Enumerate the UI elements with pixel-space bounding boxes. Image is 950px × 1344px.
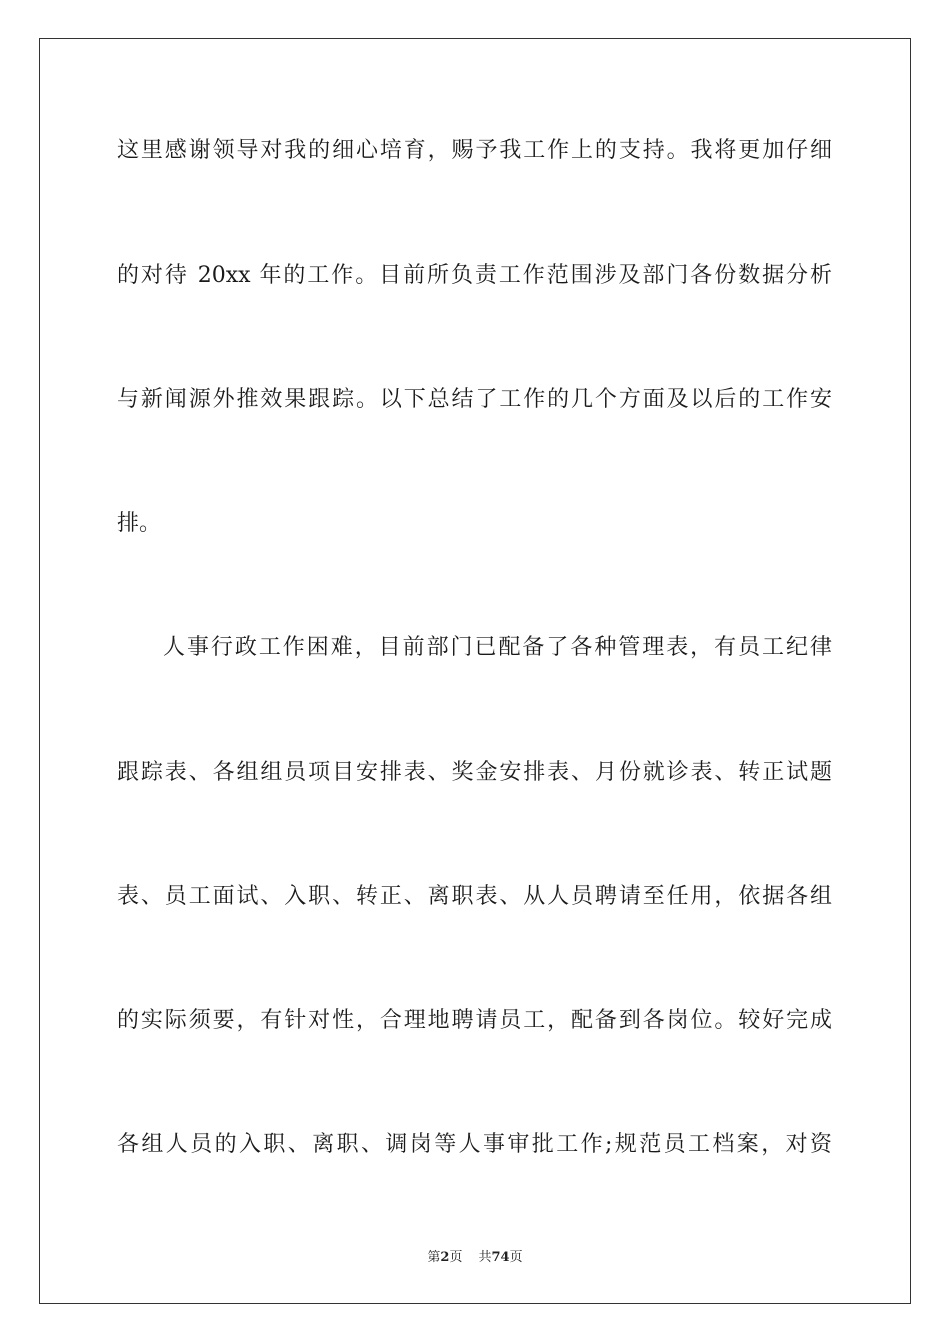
page-border (39, 38, 911, 1304)
text-line: 表、员工面试、入职、转正、离职表、从人员聘请至任用，依据各组 (117, 884, 832, 909)
page-suffix: 页 (449, 1250, 463, 1265)
total-prefix: 共 (478, 1250, 492, 1265)
text-line: 各组人员的入职、离职、调岗等人事审批工作;规范员工档案，对资 (117, 1132, 832, 1157)
total-suffix: 页 (509, 1250, 523, 1265)
text-line: 这里感谢领导对我的细心培育，赐予我工作上的支持。我将更加仔细 (117, 138, 832, 163)
page-footer (0, 1249, 950, 1267)
text-line: 的实际须要，有针对性，合理地聘请员工，配备到各岗位。较好完成 (117, 1008, 832, 1033)
total-pages: 74 (491, 1250, 510, 1265)
text-line: 与新闻源外推效果跟踪。以下总结了工作的几个方面及以后的工作安 (117, 387, 832, 412)
text-line: 跟踪表、各组组员项目安排表、奖金安排表、月份就诊表、转正试题 (117, 760, 832, 785)
text-line: 排。 (117, 511, 162, 536)
page-prefix: 第 (427, 1250, 441, 1265)
text-line: 人事行政工作困难，目前部门已配备了各种管理表，有员工纪律 (163, 635, 832, 660)
page-number: 2 (440, 1250, 450, 1265)
text-line: 的对待 20xx 年的工作。目前所负责工作范围涉及部门各份数据分析 (117, 263, 832, 288)
